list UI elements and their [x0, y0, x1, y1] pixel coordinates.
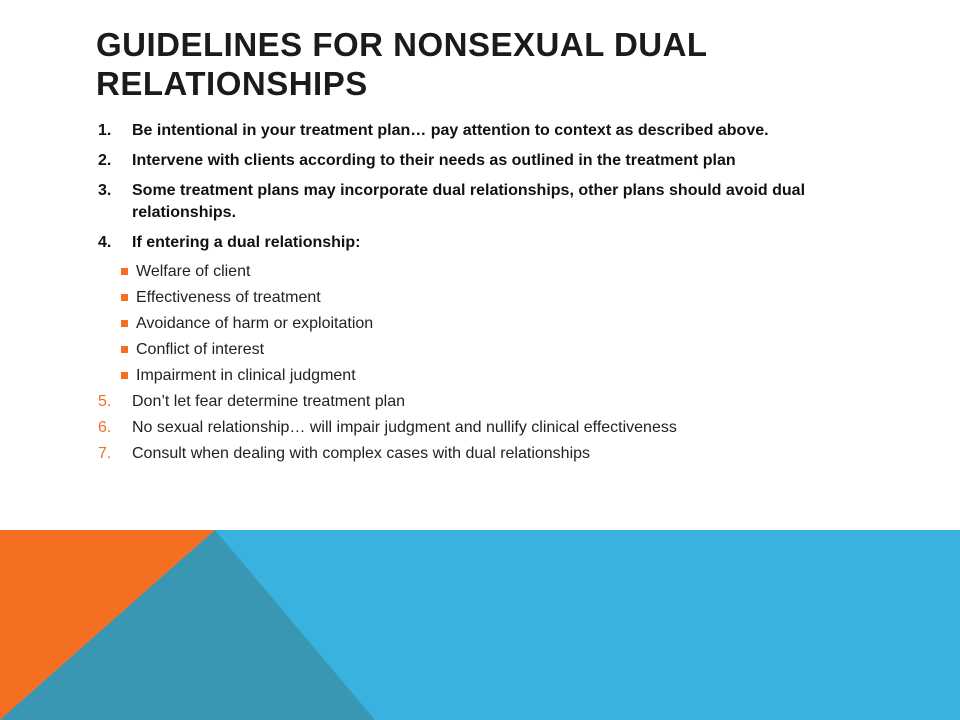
square-bullet-icon: [121, 346, 128, 353]
sub-bullet: [120, 262, 878, 282]
item-number: 2.: [98, 152, 112, 169]
list-item: [98, 120, 878, 142]
sub-bullet: [120, 366, 878, 386]
item-number: 1.: [98, 122, 112, 139]
item-number: 5.: [98, 393, 112, 410]
item-text: Be intentional in your treatment plan… pay attention to context as described above.: [132, 122, 769, 139]
list-item: [98, 232, 878, 254]
square-bullet-icon: [121, 320, 128, 327]
item-text: No sexual relationship… will impair judgment and nullify clinical effectiveness: [132, 419, 677, 436]
sub-bullet-text: Impairment in clinical judgment: [136, 367, 356, 384]
item-number: 3.: [98, 182, 112, 199]
sub-bullet-text: Conflict of interest: [136, 341, 265, 358]
item-text: Consult when dealing with complex cases with dual relationships: [132, 445, 591, 462]
list-item: [98, 392, 878, 412]
sub-bullet-text: Effectiveness of treatment: [136, 289, 321, 306]
square-bullet-icon: [121, 372, 128, 379]
list-item: [98, 150, 878, 172]
sub-bullet-text: Avoidance of harm or exploitation: [136, 315, 374, 332]
square-bullet-icon: [121, 268, 128, 275]
square-bullet-icon: [121, 294, 128, 301]
item-text: Some treatment plans may incorporate dual relationships, other plans should avoid dual relationships.: [132, 182, 806, 221]
list-item: [98, 418, 878, 438]
sub-bullet: [120, 314, 878, 334]
item-number: 4.: [98, 234, 112, 251]
decorative-footer-band: [0, 530, 960, 720]
item-number: 7.: [98, 445, 112, 462]
slide-title: GUIDELINES FOR NONSEXUAL DUAL RELATIONSHIPS: [96, 26, 707, 102]
list-item: [98, 444, 878, 464]
sub-bullet: [120, 288, 878, 308]
numbered-list: [98, 120, 878, 254]
slide-content: [98, 120, 878, 470]
item-number: 6.: [98, 419, 112, 436]
continued-numbered-list: [98, 392, 878, 464]
sub-bullet: [120, 340, 878, 360]
sub-bullet-text: Welfare of client: [136, 263, 251, 280]
list-item: [98, 180, 878, 224]
item-text: Don’t let fear determine treatment plan: [132, 393, 406, 410]
item-text: Intervene with clients according to their needs as outlined in the treatment plan: [132, 152, 736, 169]
item-text: If entering a dual relationship:: [132, 234, 361, 251]
sub-bullet-list: [120, 262, 878, 386]
